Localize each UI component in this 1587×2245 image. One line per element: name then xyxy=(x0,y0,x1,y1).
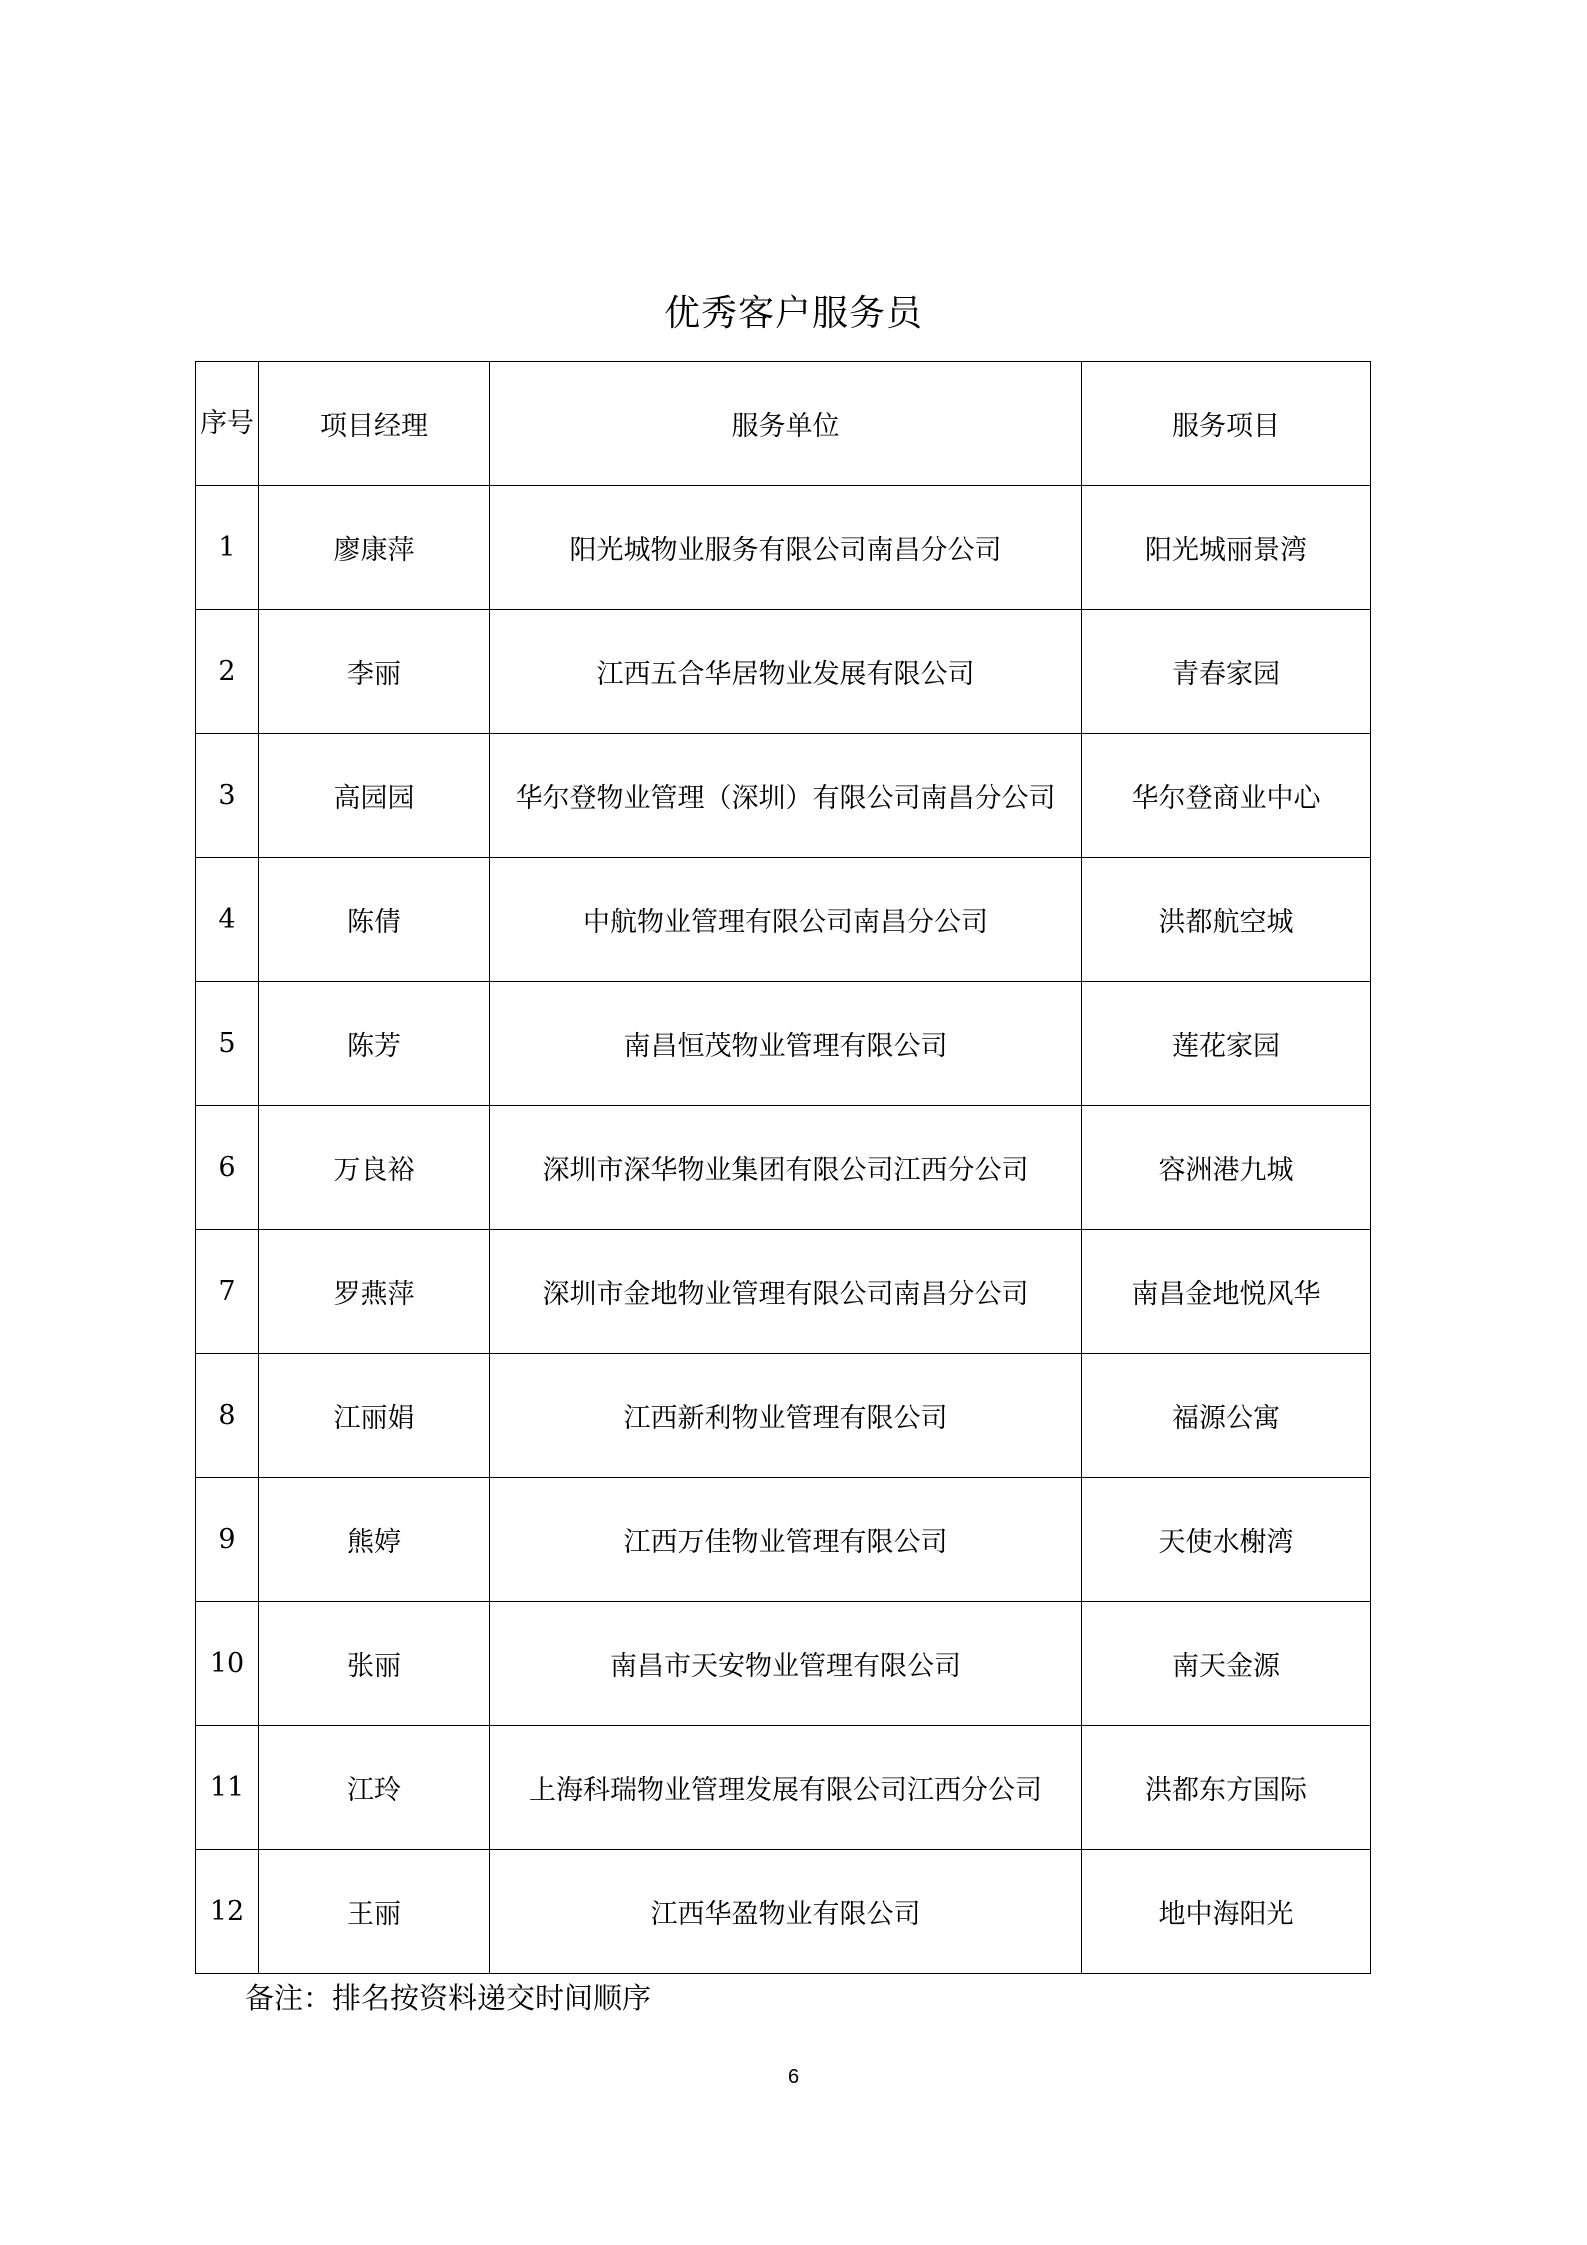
cell-manager: 王丽 xyxy=(259,1850,490,1974)
cell-manager: 万良裕 xyxy=(259,1106,490,1230)
cell-company: 南昌市天安物业管理有限公司 xyxy=(490,1602,1082,1726)
cell-project: 地中海阳光 xyxy=(1082,1850,1371,1974)
cell-seq: 2 xyxy=(196,610,259,734)
table-row xyxy=(196,1230,1371,1354)
cell-manager: 廖康萍 xyxy=(259,486,490,610)
header-manager: 项目经理 xyxy=(259,362,490,486)
cell-manager: 张丽 xyxy=(259,1602,490,1726)
remark-note: 备注：排名按资料递交时间顺序 xyxy=(245,1981,652,2015)
table-row xyxy=(196,1106,1371,1230)
cell-company: 江西新利物业管理有限公司 xyxy=(490,1354,1082,1478)
cell-manager: 罗燕萍 xyxy=(259,1230,490,1354)
table-row xyxy=(196,1354,1371,1478)
cell-company: 阳光城物业服务有限公司南昌分公司 xyxy=(490,486,1082,610)
cell-project: 南昌金地悦风华 xyxy=(1082,1230,1371,1354)
cell-seq: 7 xyxy=(196,1230,259,1354)
cell-company: 江西万佳物业管理有限公司 xyxy=(490,1478,1082,1602)
cell-seq: 1 xyxy=(196,486,259,610)
table-row xyxy=(196,1478,1371,1602)
cell-seq: 10 xyxy=(196,1602,259,1726)
cell-company: 深圳市深华物业集团有限公司江西分公司 xyxy=(490,1106,1082,1230)
page-title: 优秀客户服务员 xyxy=(663,293,923,334)
table-row xyxy=(196,1602,1371,1726)
cell-company: 南昌恒茂物业管理有限公司 xyxy=(490,982,1082,1106)
header-project: 服务项目 xyxy=(1082,362,1371,486)
cell-project: 莲花家园 xyxy=(1082,982,1371,1106)
cell-seq: 11 xyxy=(196,1726,259,1850)
cell-seq: 12 xyxy=(196,1850,259,1974)
table-row xyxy=(196,1726,1371,1850)
cell-manager: 高园园 xyxy=(259,734,490,858)
page-number: 6 xyxy=(787,2066,800,2088)
cell-company: 中航物业管理有限公司南昌分公司 xyxy=(490,858,1082,982)
cell-company: 江西华盈物业有限公司 xyxy=(490,1850,1082,1974)
header-company: 服务单位 xyxy=(490,362,1082,486)
cell-project: 青春家园 xyxy=(1082,610,1371,734)
cell-seq: 8 xyxy=(196,1354,259,1478)
table-row xyxy=(196,486,1371,610)
header-seq: 序号 xyxy=(196,362,259,486)
cell-manager: 陈芳 xyxy=(259,982,490,1106)
cell-manager: 李丽 xyxy=(259,610,490,734)
cell-project: 洪都东方国际 xyxy=(1082,1726,1371,1850)
cell-project: 洪都航空城 xyxy=(1082,858,1371,982)
cell-seq: 3 xyxy=(196,734,259,858)
cell-company: 上海科瑞物业管理发展有限公司江西分公司 xyxy=(490,1726,1082,1850)
cell-seq: 9 xyxy=(196,1478,259,1602)
cell-manager: 江丽娟 xyxy=(259,1354,490,1478)
cell-project: 天使水榭湾 xyxy=(1082,1478,1371,1602)
cell-project: 华尔登商业中心 xyxy=(1082,734,1371,858)
cell-company: 江西五合华居物业发展有限公司 xyxy=(490,610,1082,734)
cell-manager: 陈倩 xyxy=(259,858,490,982)
award-table-body xyxy=(196,362,1371,1974)
cell-project: 阳光城丽景湾 xyxy=(1082,486,1371,610)
cell-seq: 5 xyxy=(196,982,259,1106)
table-row xyxy=(196,610,1371,734)
cell-seq: 4 xyxy=(196,858,259,982)
table-header-row xyxy=(196,362,1371,486)
cell-company: 深圳市金地物业管理有限公司南昌分公司 xyxy=(490,1230,1082,1354)
cell-seq: 6 xyxy=(196,1106,259,1230)
table-row xyxy=(196,982,1371,1106)
cell-project: 南天金源 xyxy=(1082,1602,1371,1726)
table-row xyxy=(196,858,1371,982)
award-table xyxy=(195,361,1371,1974)
cell-company: 华尔登物业管理（深圳）有限公司南昌分公司 xyxy=(490,734,1082,858)
cell-manager: 江玲 xyxy=(259,1726,490,1850)
cell-manager: 熊婷 xyxy=(259,1478,490,1602)
cell-project: 容洲港九城 xyxy=(1082,1106,1371,1230)
table-row xyxy=(196,734,1371,858)
table-row xyxy=(196,1850,1371,1974)
cell-project: 福源公寓 xyxy=(1082,1354,1371,1478)
